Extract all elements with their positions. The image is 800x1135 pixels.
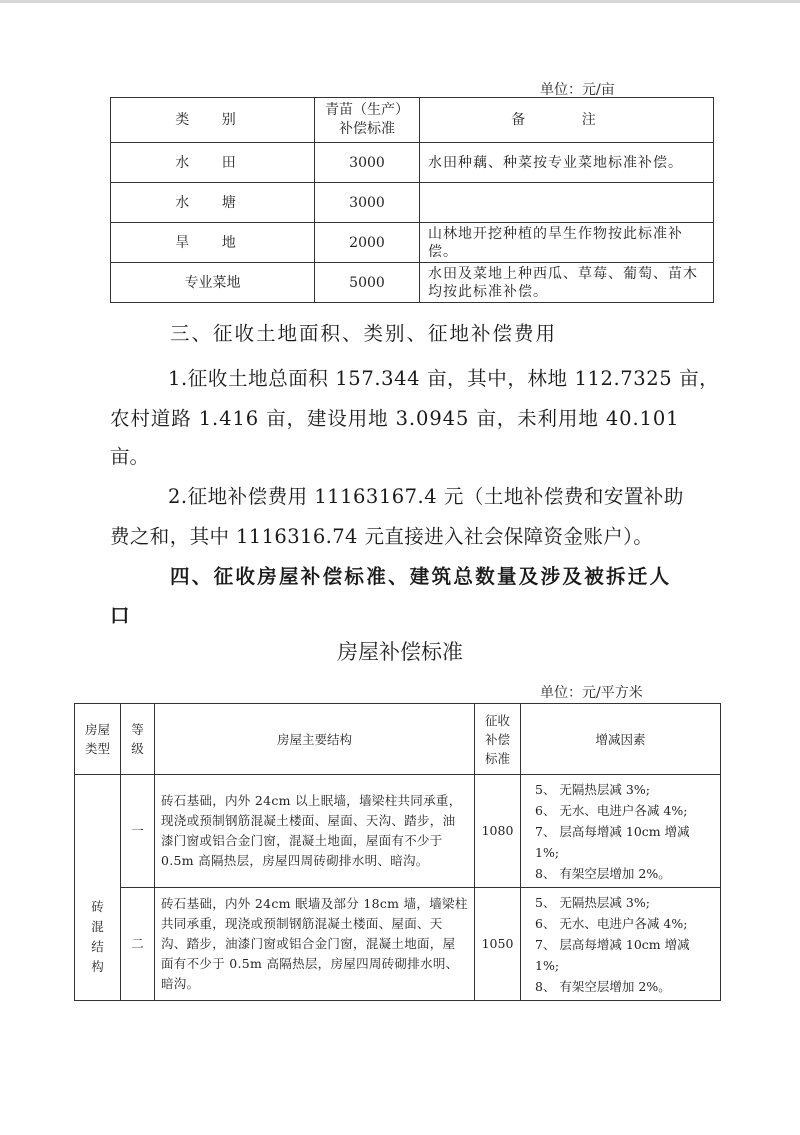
cell-grade: 二 <box>121 888 155 1001</box>
cell-factors: 5、 无隔热层减 3%; 6、 无水、电进户各减 4%; 7、 层高每增减 10cm 增减 1%; 8、 有架空层增加 2%。 <box>521 775 721 888</box>
table-row <box>111 263 714 303</box>
section3-item2-line1: 2.征地补偿费用 11163167.4 元（土地补偿费和安置补助 <box>168 485 684 508</box>
cell-category: 水 塘 <box>111 183 315 223</box>
section3-item1-line3: 亩。 <box>110 445 150 468</box>
table-row <box>111 183 714 223</box>
table-row <box>111 223 714 263</box>
table-header-row <box>75 704 721 775</box>
cell-standard: 3000 <box>315 143 420 183</box>
cell-structure: 砖石基础，内外 24cm 眠墙及部分 18cm 墙，墙梁柱共同承重，现浇或预制钢筋混凝土楼面、屋面、天沟、踏步，油漆门窗或铝合金门窗，混凝土地面，屋面有不少于 0.5m 高隔热层，房屋四周砖砌排水明、暗沟。 <box>155 888 475 1001</box>
cell-remark: 山林地开挖种植的旱生作物按此标准补偿。 <box>420 223 714 263</box>
header-standard: 青苗（生产） 补偿标准 <box>315 98 420 143</box>
table-header-row <box>111 98 714 143</box>
seedling-compensation-table <box>110 97 714 303</box>
table2-unit: 单位：元/平方米 <box>540 685 643 701</box>
header-factors: 增减因素 <box>521 704 721 775</box>
section3-heading: 三、征收土地面积、类别、征地补偿费用 <box>170 322 558 345</box>
cell-standard: 1050 <box>475 888 521 1001</box>
header-category: 类 别 <box>111 98 315 143</box>
page-top-edge <box>0 0 800 3</box>
cell-remark: 水田种藕、种菜按专业菜地标准补偿。 <box>420 143 714 183</box>
section3-item1-line1: 1.征收土地总面积 157.344 亩，其中，林地 112.7325 亩， <box>168 367 720 390</box>
table1-unit: 单位：元/亩 <box>540 82 615 98</box>
cell-category: 水 田 <box>111 143 315 183</box>
header-remark: 备 注 <box>420 98 714 143</box>
table-row <box>75 775 721 888</box>
cell-standard: 1080 <box>475 775 521 888</box>
section4-heading-line2: 口 <box>110 604 132 627</box>
cell-house-type: 砖 混 结 构 <box>75 775 121 1001</box>
cell-category: 旱 地 <box>111 223 315 263</box>
cell-standard: 5000 <box>315 263 420 303</box>
cell-remark: 水田及菜地上种西瓜、草莓、葡萄、苗木均按此标准补偿。 <box>420 263 714 303</box>
house-compensation-table <box>74 703 721 1001</box>
cell-standard: 3000 <box>315 183 420 223</box>
cell-remark <box>420 183 714 223</box>
section3-item2-line2: 费之和，其中 1116316.74 元直接进入社会保障资金账户）。 <box>110 525 654 548</box>
header-house-type: 房屋 类型 <box>75 704 121 775</box>
cell-category: 专业菜地 <box>111 263 315 303</box>
header-structure: 房屋主要结构 <box>155 704 475 775</box>
cell-grade: 一 <box>121 775 155 888</box>
header-standard: 征收 补偿 标准 <box>475 704 521 775</box>
header-grade: 等 级 <box>121 704 155 775</box>
cell-factors: 5、 无隔热层减 3%; 6、 无水、电进户各减 4%; 7、 层高每增减 10cm 增减 1%; 8、 有架空层增加 2%。 <box>521 888 721 1001</box>
table-row <box>111 143 714 183</box>
table-row <box>75 888 721 1001</box>
table2-title: 房屋补偿标准 <box>337 640 463 664</box>
section3-item1-line2: 农村道路 1.416 亩，建设用地 3.0945 亩，未利用地 40.101 <box>110 407 680 430</box>
cell-standard: 2000 <box>315 223 420 263</box>
section4-heading-line1: 四、征收房屋补偿标准、建筑总数量及涉及被拆迁人 <box>170 565 672 588</box>
cell-structure: 砖石基础，内外 24cm 以上眠墙，墙梁柱共同承重，现浇或预制钢筋混凝土楼面、屋面、天沟、踏步，油漆门窗或铝合金门窗，混凝土地面，屋面有不少于 0.5m 高隔热层，房屋四周砖砌排水明、暗沟。 <box>155 775 475 888</box>
